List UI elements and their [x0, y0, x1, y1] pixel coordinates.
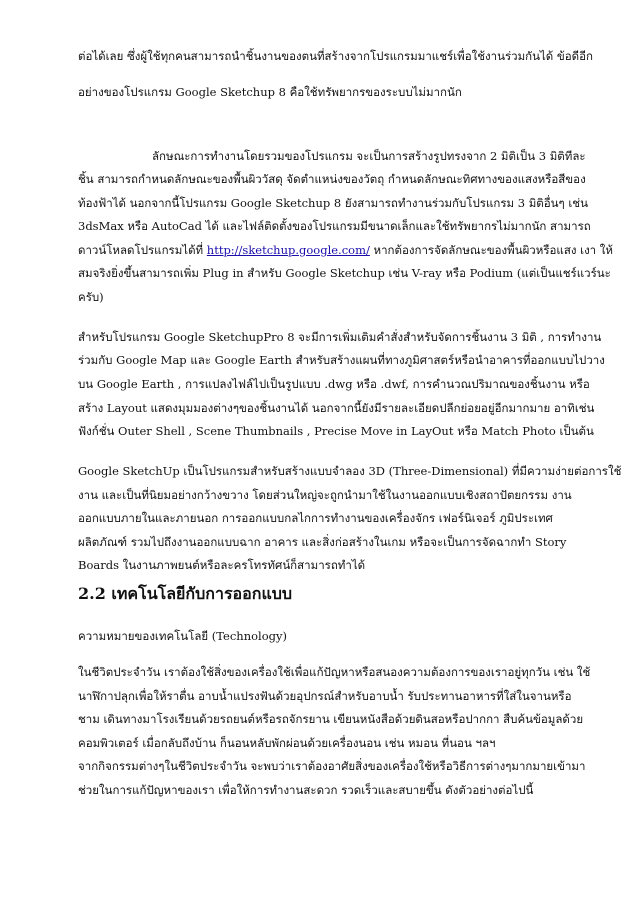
paragraph-line: Boards ในงานภาพยนต์หรือละครโทรทัศน์ก็สามารถทำได้: [78, 558, 366, 572]
paragraph-line: ชาม เดินทางมาโรงเรียนด้วยรถยนต์หรือรถจักรยาน เขียนหนังสือด้วยดินสอหรือปากกา สืบค้นข้อมูลด้วย: [78, 712, 584, 726]
sketchup-download-link[interactable]: http://sketchup.google.com/: [206, 243, 370, 257]
paragraph-line: ต่อได้เลย ซึ่งผู้ใช้ทุกคนสามารถนำชิ้นงานของตนที่สร้างจากโปรแกรมมาแชร์เพื่อใช้งานร่วมกันได้ ข้อดีอีก: [78, 49, 594, 63]
paragraph-line: ครับ): [78, 290, 104, 304]
section-heading: 2.2 เทคโนโลยีกับการออกแบบ: [78, 584, 293, 603]
paragraph-line: Google SketchUp เป็นโปรแกรมสำหรับสร้างแบบจำลอง 3D (Three-Dimensional) ที่มีความง่ายต่อการใช้: [78, 464, 622, 478]
paragraph-line: ร่วมกับ Google Map และ Google Earth สำหรับสร้างแผนที่ทางภูมิศาสตร์หรือนำอาคารที่ออกแบบไปวาง: [78, 353, 605, 367]
paragraph-line: ท้องฟ้าได้ นอกจากนี้โปรแกรม Google Sketchup 8 ยังสามารถทำงานร่วมกับโปรแกรม 3 มิติอื่นๆ เช่น: [78, 196, 588, 210]
paragraph-line: ออกแบบภายในและภายนอก การออกแบบกลไกการทำงานของเครื่องจักร เฟอร์นิเจอร์ ภูมิประเทศ: [78, 511, 553, 525]
paragraph-line: 3dsMax หรือ AutoCad ได้ และไฟล์ติดตั้งของโปรแกรมมีขนาดเล็กและใช้ทรัพยากรไม่มากนัก สามารถ: [78, 219, 591, 233]
paragraph-line: ฟังก์ชั่น Outer Shell , Scene Thumbnails , Precise Move in LayOut หรือ Match Photo เป็นต้น: [78, 424, 594, 438]
paragraph-line: ผลิตภัณฑ์ รวมไปถึงงานออกแบบฉาก อาคาร และสิ่งก่อสร้างในเกม หรือจะเป็นการจัดฉากทำ Story: [78, 535, 567, 549]
paragraph-line: สร้าง Layout แสดงมุมมองต่างๆของชิ้นงานได้ นอกจากนี้ยังมีรายละเอียดปลีกย่อยอยู่อีกมากมาย อาทิเช่น: [78, 401, 595, 415]
paragraph-line: ความหมายของเทคโนโลยี (Technology): [78, 629, 287, 643]
paragraph-line: ช่วยในการแก้ปัญหาของเรา เพื่อให้การทำงานสะดวก รวดเร็วและสบายขึ้น ดังตัวอย่างต่อไปนี้: [78, 783, 534, 797]
paragraph-line: สมจริงยิ่งขึ้นสามารถเพิ่ม Plug in สำหรับ Google Sketchup เช่น V-ray หรือ Podium (แต่เป็นแชร์แวร์นะ: [78, 266, 611, 280]
paragraph-line: ลักษณะการทำงานโดยรวมของโปรแกรม จะเป็นการสร้างรูปทรงจาก 2 มิติเป็น 3 มิติทีละ: [152, 149, 586, 163]
paragraph-line: งาน และเป็นที่นิยมอย่างกว้างขวาง โดยส่วนใหญ่จะถูกนำมาใช้ในงานออกแบบเชิงสถาปัตยกรรม งาน: [78, 488, 572, 502]
paragraph-line: อย่างของโปรแกรม Google Sketchup 8 คือใช้ทรัพยากรของระบบไม่มากนัก: [78, 85, 462, 99]
paragraph-line: สำหรับโปรแกรม Google SketchupPro 8 จะมีการเพิ่มเติมคำสั่งสำหรับจัดการชิ้นงาน 3 มิติ , การทำงาน: [78, 330, 602, 344]
link-suffix-text: หากต้องการจัดลักษณะของพื้นผิวหรือแสง เงา ให้: [369, 243, 613, 257]
paragraph-line: คอมพิวเตอร์ เมื่อกลับถึงบ้าน ก็นอนหลับพักผ่อนด้วยเครื่องนอน เช่น หมอน ที่นอน ฯลฯ: [78, 736, 496, 750]
paragraph-line-with-link: [78, 242, 613, 258]
paragraph-line: ชิ้น สามารถกำหนดลักษณะของพื้นผิววัสดุ จัดตำแหน่งของวัตถุ กำหนดลักษณะทิศทางของแสงหรือสีของ: [78, 172, 586, 186]
link-prefix-text: ดาวน์โหลดโปรแกรมได้ที่: [78, 243, 207, 257]
paragraph-line: ในชีวิตประจำวัน เราต้องใช้สิ่งของเครื่องใช้เพื่อแก้ปัญหาหรือสนองความต้องการของเราอยู่ทุกวัน เช่น ใช้: [78, 665, 591, 679]
paragraph-line: จากกิจกรรมต่างๆในชีวิตประจำวัน จะพบว่าเราต้องอาศัยสิ่งของเครื่องใช้หรือวิธีการต่างๆมากมายเข้ามา: [78, 759, 586, 773]
paragraph-line: บน Google Earth , การแปลงไฟล์ไปเป็นรูปแบบ .dwg หรือ .dwf, การคำนวณปริมาณของชิ้นงาน หรือ: [78, 377, 590, 391]
paragraph-line: นาฬิกาปลุกเพื่อให้ราตื่น อาบน้ำแปรงฟันด้วยอุปกรณ์สำหรับอาบน้ำ รับประทานอาหารที่ใส่ในจานหรือ: [78, 689, 572, 703]
